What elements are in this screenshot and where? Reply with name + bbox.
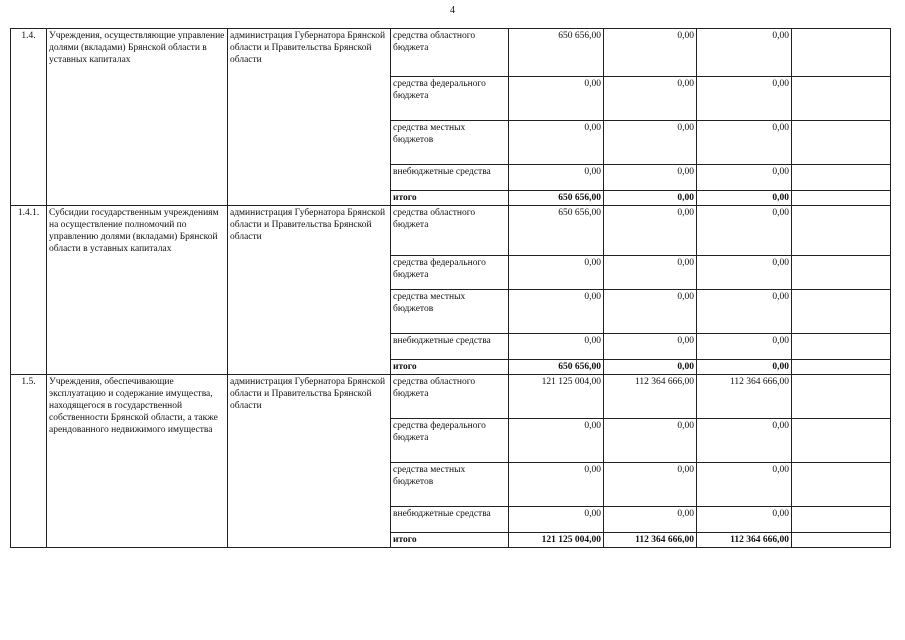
amount-3: 0,00: [697, 165, 792, 191]
amount-2: 0,00: [604, 334, 697, 360]
amount-3: 112 364 666,00: [697, 533, 792, 548]
row-name: Субсидии государственным учреждениям на осуществление полномочий по управлению долями (вкладами) Брянской области в уставных капиталах: [47, 206, 228, 375]
page-number: 4: [450, 5, 455, 16]
amount-3: 0,00: [697, 463, 792, 507]
amount-1: 0,00: [509, 121, 604, 165]
empty-cell: [792, 165, 891, 191]
empty-cell: [792, 256, 891, 290]
source-label: средства областного бюджета: [391, 29, 509, 77]
empty-cell: [792, 191, 891, 206]
amount-2: 0,00: [604, 290, 697, 334]
empty-cell: [792, 29, 891, 77]
budget-table: [10, 28, 891, 548]
empty-cell: [792, 533, 891, 548]
source-label: средства федерального бюджета: [391, 419, 509, 463]
amount-3: 0,00: [697, 77, 792, 121]
source-label: средства местных бюджетов: [391, 121, 509, 165]
amount-1: 650 656,00: [509, 29, 604, 77]
row-executor: администрация Губернатора Брянской области и Правительства Брянской области: [228, 206, 391, 375]
amount-1: 0,00: [509, 290, 604, 334]
row-number: 1.5.: [11, 375, 47, 548]
amount-3: 0,00: [697, 419, 792, 463]
amount-3: 0,00: [697, 290, 792, 334]
amount-1: 0,00: [509, 507, 604, 533]
amount-1: 0,00: [509, 463, 604, 507]
amount-3: 0,00: [697, 206, 792, 256]
row-name: Учреждения, обеспечивающие эксплуатацию и содержание имущества, находящегося в государственной собственности Брянской области, а также арендованного недвижимого имущества: [47, 375, 228, 548]
amount-2: 0,00: [604, 29, 697, 77]
empty-cell: [792, 463, 891, 507]
empty-cell: [792, 121, 891, 165]
amount-3: 112 364 666,00: [697, 375, 792, 419]
amount-3: 0,00: [697, 29, 792, 77]
empty-cell: [792, 206, 891, 256]
amount-1: 0,00: [509, 77, 604, 121]
amount-2: 0,00: [604, 419, 697, 463]
source-label: средства федерального бюджета: [391, 256, 509, 290]
source-label: итого: [391, 191, 509, 206]
row-executor: администрация Губернатора Брянской области и Правительства Брянской области: [228, 29, 391, 206]
empty-cell: [792, 507, 891, 533]
amount-2: 0,00: [604, 191, 697, 206]
amount-3: 0,00: [697, 360, 792, 375]
amount-1: 0,00: [509, 165, 604, 191]
empty-cell: [792, 419, 891, 463]
source-label: средства областного бюджета: [391, 375, 509, 419]
amount-3: 0,00: [697, 121, 792, 165]
empty-cell: [792, 375, 891, 419]
amount-1: 121 125 004,00: [509, 533, 604, 548]
amount-3: 0,00: [697, 334, 792, 360]
source-label: внебюджетные средства: [391, 334, 509, 360]
amount-3: 0,00: [697, 256, 792, 290]
amount-2: 0,00: [604, 206, 697, 256]
amount-2: 0,00: [604, 463, 697, 507]
source-label: итого: [391, 533, 509, 548]
row-number: 1.4.: [11, 29, 47, 206]
source-label: итого: [391, 360, 509, 375]
amount-2: 112 364 666,00: [604, 533, 697, 548]
source-label: средства федерального бюджета: [391, 77, 509, 121]
source-label: средства местных бюджетов: [391, 463, 509, 507]
source-label: средства местных бюджетов: [391, 290, 509, 334]
source-label: внебюджетные средства: [391, 507, 509, 533]
source-label: средства областного бюджета: [391, 206, 509, 256]
empty-cell: [792, 77, 891, 121]
table-row: [11, 375, 891, 419]
amount-2: 0,00: [604, 507, 697, 533]
amount-2: 0,00: [604, 77, 697, 121]
empty-cell: [792, 290, 891, 334]
amount-2: 112 364 666,00: [604, 375, 697, 419]
amount-2: 0,00: [604, 256, 697, 290]
amount-3: 0,00: [697, 507, 792, 533]
amount-1: 0,00: [509, 256, 604, 290]
empty-cell: [792, 360, 891, 375]
amount-2: 0,00: [604, 165, 697, 191]
row-number: 1.4.1.: [11, 206, 47, 375]
source-label: внебюджетные средства: [391, 165, 509, 191]
amount-1: 121 125 004,00: [509, 375, 604, 419]
table-row: [11, 29, 891, 77]
amount-2: 0,00: [604, 121, 697, 165]
table-row: [11, 206, 891, 256]
amount-1: 650 656,00: [509, 206, 604, 256]
amount-1: 650 656,00: [509, 360, 604, 375]
amount-3: 0,00: [697, 191, 792, 206]
row-executor: администрация Губернатора Брянской области и Правительства Брянской области: [228, 375, 391, 548]
amount-2: 0,00: [604, 360, 697, 375]
amount-1: 0,00: [509, 419, 604, 463]
row-name: Учреждения, осуществляющие управление долями (вкладами) Брянской области в уставных капиталах: [47, 29, 228, 206]
empty-cell: [792, 334, 891, 360]
amount-1: 650 656,00: [509, 191, 604, 206]
amount-1: 0,00: [509, 334, 604, 360]
